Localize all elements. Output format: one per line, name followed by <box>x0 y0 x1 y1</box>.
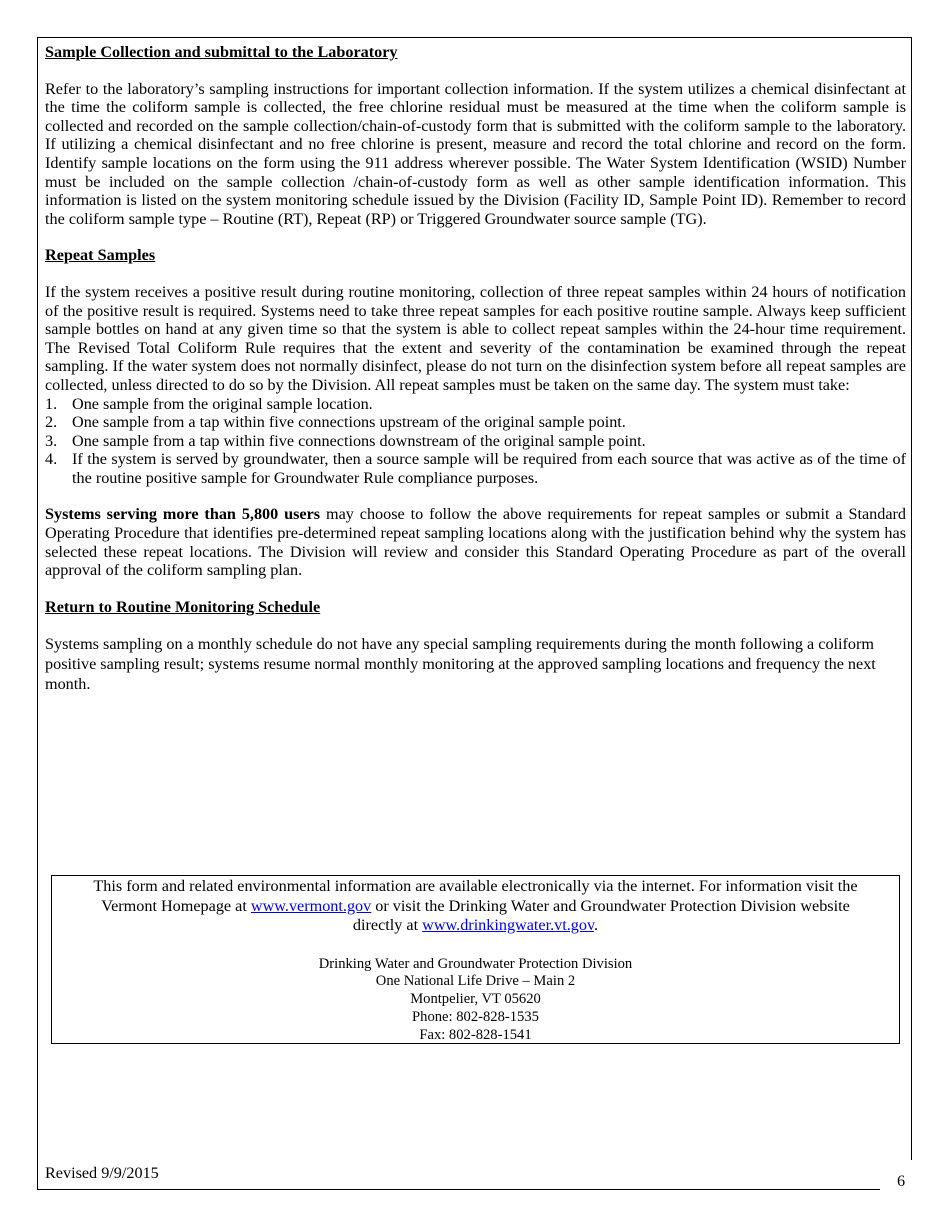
paragraph-repeat-samples: If the system receives a positive result during routine monitoring, collection of three repeat samples within 24 hours of notification of the positive result is required. Systems need to take three repeat samples for each positive routine sample. Always keep sufficient sample bottles on hand at any given time so that the system is able to collect repeat samples within the 24-hour time requirement. The Revised Total Coliform Rule requires that the extent and severity of the contamination be examined through the repeat sampling. If the water system does not normally disinfect, please do not turn on the disinfection system before all repeat samples are collected, unless directed to do so by the Division. All repeat samples must be taken on the same day. The system must take: <box>45 282 906 394</box>
list-item-number: 2. <box>45 413 58 432</box>
list-item-number: 4. <box>45 450 58 469</box>
address-city: Montpelier, VT 05620 <box>410 991 541 1008</box>
paragraph-return-routine: Systems sampling on a monthly schedule do not have any special sampling requirements during the month following a coliform positive sampling result; systems resume normal monthly monitoring at the approved sampling locations and frequency the next month. <box>45 635 876 694</box>
address-fax: Fax: 802-828-1541 <box>419 1026 532 1043</box>
list-item <box>45 450 906 487</box>
heading-return-routine: Return to Routine Monitoring Schedule <box>45 597 321 616</box>
list-item-text: One sample from a tap within five connections upstream of the original sample point. <box>72 413 626 432</box>
list-item <box>45 413 906 432</box>
info-line-3-post: . <box>594 916 599 934</box>
list-item-text: If the system is served by groundwater, then a source sample will be required from each source that was active as of the time of the routine positive sample for Groundwater Rule compliance purposes. <box>72 450 906 487</box>
list-item-text: One sample from a tap within five connections downstream of the original sample point. <box>72 431 646 450</box>
info-line-1: This form and related environmental information are available electronically via the internet. For information visit the <box>93 877 858 895</box>
paragraph-large-systems <box>45 505 906 579</box>
heading-sample-collection: Sample Collection and submittal to the Laboratory <box>45 43 398 61</box>
list-item-number: 1. <box>45 394 58 413</box>
info-line-3-pre: directly at <box>352 916 423 934</box>
list-item <box>45 395 906 414</box>
info-line-2 <box>52 897 899 917</box>
vermont-homepage-link[interactable]: www.vermont.gov <box>250 896 372 915</box>
mailing-address <box>52 956 899 1045</box>
paragraph-sample-collection: Refer to the laboratory’s sampling instructions for important collection information. If the system utilizes a chemical disinfectant at the time the coliform sample is collected, the free chlorine residual must be measured at the time when the coliform sample is collected and recorded on the sample collection/chain-of-custody form that is submitted with the coliform sample to the laboratory. If utilizing a chemical disinfectant and no free chlorine is present, measure and record the total chlorine and record on the form. Identify sample locations on the form using the 911 address wherever possible. The Water System Identification (WSID) Number must be included on the sample collection /chain-of-custody form as well as other sample identification information. This information is listed on the system monitoring schedule issued by the Division (Facility ID, Sample Point ID). Remember to record the coliform sample type – Routine (RT), Repeat (RP) or Triggered Groundwater source sample (TG). <box>45 79 906 228</box>
large-systems-lead: Systems serving more than 5,800 users <box>45 505 321 524</box>
large-systems-rest: may choose to follow the above requirements for repeat samples or submit a Standard Operating Procedure that identifies pre-determined repeat sampling locations along with the justification behind why the system has selected these repeat locations. The Division will review and consider this Standard Operating Procedure as part of the overall approval of the coliform sampling plan. <box>45 505 907 580</box>
address-org: Drinking Water and Groundwater Protection Division <box>318 955 633 972</box>
contact-info-box <box>51 875 900 1044</box>
drinking-water-link[interactable]: www.drinkingwater.vt.gov <box>422 916 595 934</box>
repeat-sample-list <box>45 395 906 488</box>
heading-repeat-samples: Repeat Samples <box>45 246 156 265</box>
revision-date: Revised 9/9/2015 <box>45 1164 159 1182</box>
address-street: One National Life Drive – Main 2 <box>375 973 576 990</box>
list-item-number: 3. <box>45 431 58 450</box>
page-number: 6 <box>897 1172 906 1190</box>
list-item <box>45 432 906 451</box>
info-line-2-pre: Vermont Homepage at <box>101 896 251 915</box>
document-body <box>45 43 906 712</box>
info-line-2-post: or visit the Drinking Water and Groundwater Protection Division website <box>371 896 850 915</box>
info-line-3 <box>52 916 899 936</box>
list-item-text: One sample from the original sample location. <box>72 394 373 413</box>
address-phone: Phone: 802-828-1535 <box>412 1008 539 1025</box>
